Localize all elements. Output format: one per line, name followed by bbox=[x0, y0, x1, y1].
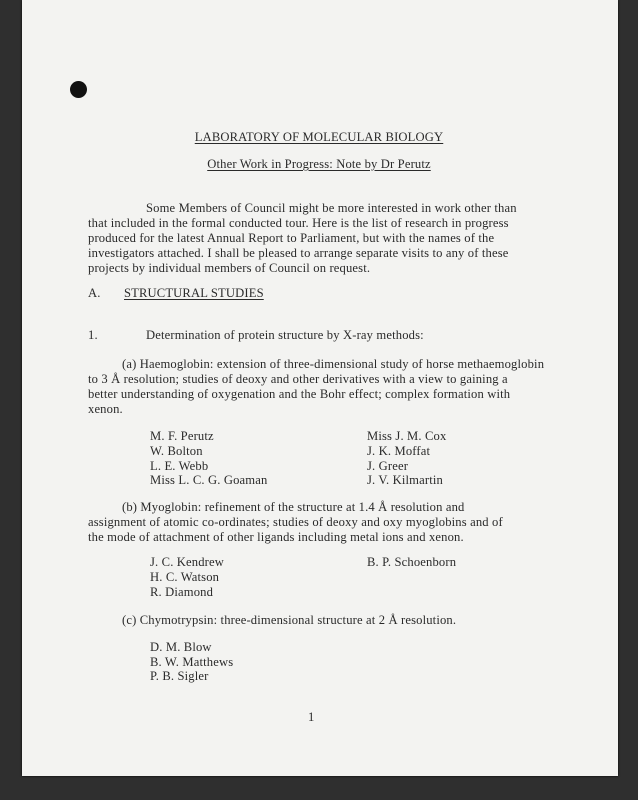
item-text: Determination of protein structure by X-ray methods: bbox=[146, 328, 424, 342]
myoglobin-line: assignment of atomic co-ordinates; studies of deoxy and oxy myoglobins and of bbox=[88, 515, 503, 529]
item-number: 1. bbox=[88, 328, 98, 342]
investigator-name: B. P. Schoenborn bbox=[367, 555, 457, 569]
investigator-name: J. C. Kendrew bbox=[150, 555, 225, 569]
investigator-name: J. V. Kilmartin bbox=[367, 473, 443, 487]
investigator-name: B. W. Matthews bbox=[150, 655, 234, 669]
haemoglobin-line: xenon. bbox=[88, 402, 123, 416]
intro-line: projects by individual members of Council on request. bbox=[88, 261, 371, 275]
investigator-name: R. Diamond bbox=[150, 585, 214, 599]
intro-line: investigators attached. I shall be pleased to arrange separate visits to any of these bbox=[88, 246, 509, 260]
section-heading: STRUCTURAL STUDIES bbox=[124, 286, 264, 300]
investigator-name: H. C. Watson bbox=[150, 570, 220, 584]
haemoglobin-line: (a) Haemoglobin: extension of three-dimensional study of horse methaemoglobin bbox=[122, 357, 545, 371]
investigator-name: J. K. Moffat bbox=[367, 444, 431, 458]
investigator-name: Miss J. M. Cox bbox=[367, 429, 447, 443]
intro-line: Some Members of Council might be more interested in work other than bbox=[146, 201, 517, 215]
investigator-name: J. Greer bbox=[367, 459, 409, 473]
investigator-name: D. M. Blow bbox=[150, 640, 212, 654]
haemoglobin-line: to 3 Å resolution; studies of deoxy and other derivatives with a view to gaining a bbox=[88, 372, 508, 386]
investigator-name: L. E. Webb bbox=[150, 459, 209, 473]
section-letter: A. bbox=[88, 286, 101, 300]
investigator-name: M. F. Perutz bbox=[150, 429, 214, 443]
haemoglobin-line: better understanding of oxygenation and the Bohr effect; complex formation with bbox=[88, 387, 511, 401]
myoglobin-line: the mode of attachment of other ligands including metal ions and xenon. bbox=[88, 530, 464, 544]
chymotrypsin-line: (c) Chymotrypsin: three-dimensional structure at 2 Å resolution. bbox=[122, 613, 457, 627]
myoglobin-line: (b) Myoglobin: refinement of the structure at 1.4 Å resolution and bbox=[122, 500, 465, 514]
intro-line: that included in the formal conducted tour. Here is the list of research in progress bbox=[88, 216, 509, 230]
document-title: LABORATORY OF MOLECULAR BIOLOGY bbox=[194, 130, 444, 144]
investigator-name: W. Bolton bbox=[150, 444, 203, 458]
investigator-name: P. B. Sigler bbox=[150, 669, 209, 683]
investigator-name: Miss L. C. G. Goaman bbox=[150, 473, 268, 487]
page-number: 1 bbox=[308, 710, 315, 724]
intro-line: produced for the latest Annual Report to Parliament, but with the names of the bbox=[88, 231, 495, 245]
document-subtitle: Other Work in Progress: Note by Dr Perutz bbox=[207, 157, 431, 171]
punch-hole bbox=[70, 81, 87, 98]
